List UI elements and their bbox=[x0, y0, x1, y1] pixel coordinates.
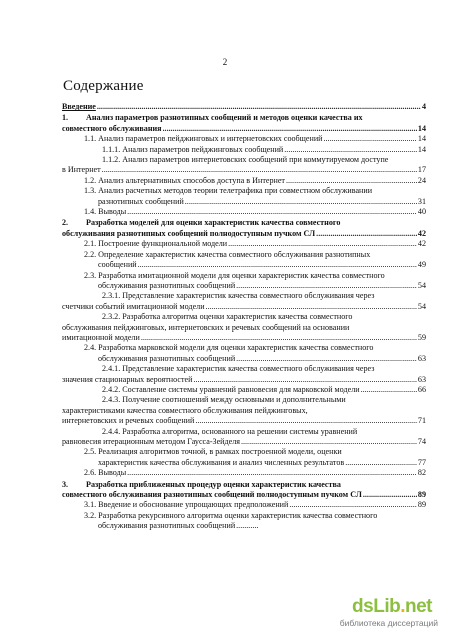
toc-entry-continuation: характеристик качества обслуживания и анализ численных результатов bbox=[98, 457, 345, 467]
toc-page-number: 31 bbox=[417, 196, 426, 206]
toc-page-number: 17 bbox=[417, 165, 426, 175]
toc-entry[interactable] bbox=[62, 500, 426, 510]
toc-entry[interactable] bbox=[62, 134, 426, 144]
toc-entry[interactable] bbox=[62, 155, 426, 176]
toc-entry[interactable] bbox=[62, 385, 426, 395]
toc-dot-leader bbox=[363, 490, 417, 500]
toc-entry-text: 1.1. Анализ параметров пейджинговых и интернетовских сообщений bbox=[84, 134, 323, 144]
toc-entry[interactable] bbox=[62, 113, 426, 134]
toc-dot-leader bbox=[316, 229, 417, 239]
toc-entry-title bbox=[102, 155, 388, 165]
toc-entry-title bbox=[84, 250, 370, 260]
toc-entry-title bbox=[102, 395, 346, 405]
toc-entry[interactable] bbox=[62, 291, 426, 312]
watermark-logo-a: dsLib bbox=[352, 596, 401, 617]
toc-entry-title bbox=[62, 102, 96, 112]
toc-dot-leader bbox=[361, 385, 417, 395]
toc-entry-text: 2.3.2. Разработка алгоритма оценки характеристик качества совместного bbox=[102, 312, 353, 322]
toc-entry-text: 2.4. Разработка марковской модели для оценки характеристик качества совместного bbox=[84, 343, 374, 353]
toc-entry[interactable] bbox=[62, 186, 426, 207]
toc-page-number: 54 bbox=[417, 301, 426, 311]
toc-dot-leader bbox=[127, 468, 417, 478]
toc-dot-leader bbox=[138, 260, 417, 270]
toc-dot-leader bbox=[284, 145, 417, 155]
toc-page-number: 4 bbox=[421, 102, 426, 111]
toc-entry-number: 2. bbox=[62, 218, 69, 228]
toc-entry-title bbox=[84, 239, 227, 249]
toc-entry-title bbox=[62, 480, 341, 490]
toc-page-number: 40 bbox=[417, 207, 426, 217]
toc-entry[interactable] bbox=[62, 395, 426, 426]
toc-entry-title bbox=[102, 364, 374, 374]
toc-entry-title bbox=[84, 447, 342, 457]
toc-page-number: 14 bbox=[417, 123, 426, 133]
toc-entry[interactable] bbox=[62, 102, 426, 112]
toc-dot-leader bbox=[236, 354, 417, 364]
toc-page-number: 89 bbox=[417, 500, 426, 510]
toc-entry-title bbox=[84, 500, 288, 510]
toc-entry-text: 2.2. Определение характеристик качества совместного обслуживания разнотипных bbox=[84, 249, 371, 259]
toc-entry-title bbox=[62, 218, 340, 228]
toc-entry-text: 2.4.1. Представление характеристик качества совместного обслуживания через bbox=[102, 364, 375, 374]
toc-dot-leader bbox=[345, 458, 417, 468]
toc-dot-leader bbox=[241, 437, 417, 447]
toc-entry[interactable] bbox=[62, 343, 426, 364]
toc-entry-text: 2.4.3. Получение соотношений между основными и дополнительными bbox=[102, 395, 346, 405]
toc-page-number: 63 bbox=[417, 374, 426, 384]
toc-dot-leader bbox=[206, 302, 417, 312]
toc-page-number: 42 bbox=[417, 228, 426, 238]
toc-entry-continuation: обслуживания пейджинговых, интернетовских и речевых сообщений на основании bbox=[62, 322, 350, 332]
toc-page-number: 14 bbox=[417, 144, 426, 154]
toc-entry-number: 3. bbox=[62, 479, 69, 489]
toc-entry-text: Разработка моделей для оценки характеристик качества совместного bbox=[86, 218, 341, 228]
toc-dot-leader bbox=[286, 176, 417, 186]
toc-entry-continuation: совместного обслуживания bbox=[62, 123, 162, 133]
toc-page-number: 66 bbox=[417, 384, 426, 394]
toc-page-number: 63 bbox=[417, 353, 426, 363]
toc-page-number: 49 bbox=[417, 260, 426, 270]
watermark-logo-b: net bbox=[405, 596, 432, 617]
toc-entry-text: 2.5. Реализация алгоритмов точной, в рамках построенной модели, оценки bbox=[84, 447, 342, 457]
toc-entry-text: 2.3. Разработка имитационной модели для оценки характеристик качества совместного bbox=[84, 270, 385, 280]
toc-dot-leader bbox=[185, 197, 417, 207]
toc-dot-leader bbox=[163, 124, 417, 134]
toc-entry-continuation: имитационной модели bbox=[62, 332, 140, 342]
toc-dot-leader bbox=[289, 500, 417, 510]
toc-entry-continuation: сообщений bbox=[98, 260, 137, 270]
toc-entry-text: 3.2. Разработка рекурсивного алгоритма оценки характеристик качества совместного bbox=[84, 510, 378, 520]
toc-dot-leader bbox=[127, 207, 417, 217]
toc-entry-title bbox=[84, 176, 285, 186]
watermark-logo-dot: . bbox=[400, 596, 405, 617]
toc-entry-text: 1.1.1. Анализ параметров пейджинговых сообщений bbox=[102, 144, 284, 154]
toc-entry-text: 1.3. Анализ расчетных методов теории телетрафика при совместном обслуживании bbox=[84, 186, 373, 196]
toc-entry-title bbox=[84, 468, 126, 478]
toc-entry-text: 2.4.4. Разработка алгоритма, основанного на решении системы уравнений bbox=[102, 426, 358, 436]
watermark-logo-text bbox=[352, 596, 432, 618]
toc-entry-continuation: обслуживания разнотипных сообщений bbox=[98, 280, 236, 290]
toc-entry[interactable] bbox=[62, 312, 426, 343]
toc-entry-continuation: разнотипных сообщений bbox=[98, 196, 184, 206]
toc-entry-continuation: обслуживания разнотипных сообщений полнодоступным пучком СЛ bbox=[62, 228, 316, 238]
toc-entry-text: Разработка приближенных процедур оценки характеристик качества bbox=[86, 479, 341, 489]
toc-dot-leader bbox=[228, 239, 417, 249]
toc-dot-leader bbox=[193, 375, 416, 385]
toc-entry[interactable] bbox=[62, 218, 426, 239]
watermark-logo bbox=[332, 596, 442, 630]
toc-entry-text: Введение bbox=[62, 102, 96, 111]
toc-entry-title bbox=[62, 113, 363, 123]
toc-entry[interactable] bbox=[62, 145, 426, 155]
toc-entry-title bbox=[102, 385, 360, 395]
toc-entry-title bbox=[84, 343, 373, 353]
toc-entry-title bbox=[102, 291, 374, 301]
toc-page-number: 24 bbox=[417, 175, 426, 185]
toc-page-number: 74 bbox=[417, 437, 426, 446]
toc-entry-number: 1. bbox=[62, 113, 69, 123]
toc-entry[interactable] bbox=[62, 207, 426, 217]
watermark-subtitle: библиотека диссертаций bbox=[339, 618, 438, 628]
toc-entry[interactable] bbox=[62, 427, 426, 448]
toc-entry-continuation: обслуживания разнотипных сообщений bbox=[98, 353, 236, 363]
toc-entry[interactable] bbox=[62, 239, 426, 249]
toc-entry-text: 2.4.2. Составление системы уравнений равновесия для марковской модели bbox=[102, 384, 360, 394]
toc-entry-text: 1.1.2. Анализ параметров интернетовских сообщений при коммутируемом доступе bbox=[102, 155, 389, 165]
toc-entry-text: 1.4. Выводы bbox=[84, 207, 127, 217]
toc-entry-continuation: интернетовских и речевых сообщений bbox=[62, 416, 195, 426]
toc-page-number: 71 bbox=[417, 416, 426, 426]
toc-entry[interactable] bbox=[62, 468, 426, 478]
toc-page-number: 42 bbox=[417, 239, 426, 249]
toc-entry-text: 3.1. Введение и обоснование упрощающих предположений bbox=[84, 500, 289, 510]
toc-entry-continuation: в Интернет bbox=[62, 165, 101, 175]
toc-entry[interactable] bbox=[62, 271, 426, 292]
toc-dot-leader bbox=[102, 165, 417, 175]
toc-dot-leader bbox=[236, 521, 258, 531]
toc-entry-continuation: характеристиками качества совместного обслуживания пейджинговых, bbox=[62, 405, 308, 415]
toc-page-number: 59 bbox=[417, 332, 426, 342]
toc-entry-text: 2.1. Построение функциональной модели bbox=[84, 239, 228, 249]
toc-entry-text: 1.2. Анализ альтернативных способов доступа в Интернет bbox=[84, 175, 285, 185]
toc-entry[interactable] bbox=[62, 176, 426, 186]
toc-entry[interactable] bbox=[62, 364, 426, 385]
toc-entry-continuation: равновесия итерационным методом Гаусса-Зейделя bbox=[62, 437, 240, 446]
toc-entry-title bbox=[84, 271, 385, 281]
toc-entry-title bbox=[84, 134, 323, 144]
toc-dot-leader bbox=[97, 102, 421, 112]
toc-entry-title bbox=[102, 427, 357, 437]
page-number: 2 bbox=[222, 57, 228, 67]
toc-page-number: 14 bbox=[417, 134, 426, 144]
toc-entry-title bbox=[102, 312, 352, 322]
table-of-contents bbox=[62, 102, 426, 532]
toc-entry[interactable] bbox=[62, 447, 426, 468]
page-title: Содержание bbox=[63, 78, 144, 94]
toc-entry-continuation: обслуживания разнотипных сообщений bbox=[98, 521, 236, 531]
toc-entry[interactable] bbox=[62, 250, 426, 271]
toc-entry-title bbox=[84, 511, 377, 521]
toc-entry-continuation: совместного обслуживания разнотипных сообщений полнодоступным пучком СЛ bbox=[62, 490, 362, 500]
toc-dot-leader bbox=[195, 416, 417, 426]
toc-dot-leader bbox=[141, 333, 417, 343]
toc-page-number: 89 bbox=[417, 490, 426, 500]
toc-entry-continuation: счетчики событий имитационной модели bbox=[62, 301, 205, 311]
toc-entry-text: 2.3.1. Представление характеристик качества совместного обслуживания через bbox=[102, 291, 375, 301]
toc-entry-text: 2.6. Выводы bbox=[84, 468, 127, 478]
toc-entry-title bbox=[84, 186, 372, 196]
toc-entry-title bbox=[84, 207, 126, 217]
toc-page-number: 77 bbox=[417, 457, 426, 467]
toc-dot-leader bbox=[236, 281, 417, 291]
toc-page-number: 54 bbox=[417, 280, 426, 290]
toc-entry[interactable] bbox=[62, 480, 426, 501]
toc-dot-leader bbox=[324, 134, 417, 144]
toc-entry[interactable] bbox=[62, 511, 426, 532]
toc-page-number: 82 bbox=[417, 468, 426, 478]
toc-entry-text: Анализ параметров разнотипных сообщений и методов оценки качества их bbox=[86, 113, 363, 123]
toc-entry-continuation: значения стационарных вероятностей bbox=[62, 374, 193, 384]
toc-entry-title bbox=[102, 145, 283, 155]
